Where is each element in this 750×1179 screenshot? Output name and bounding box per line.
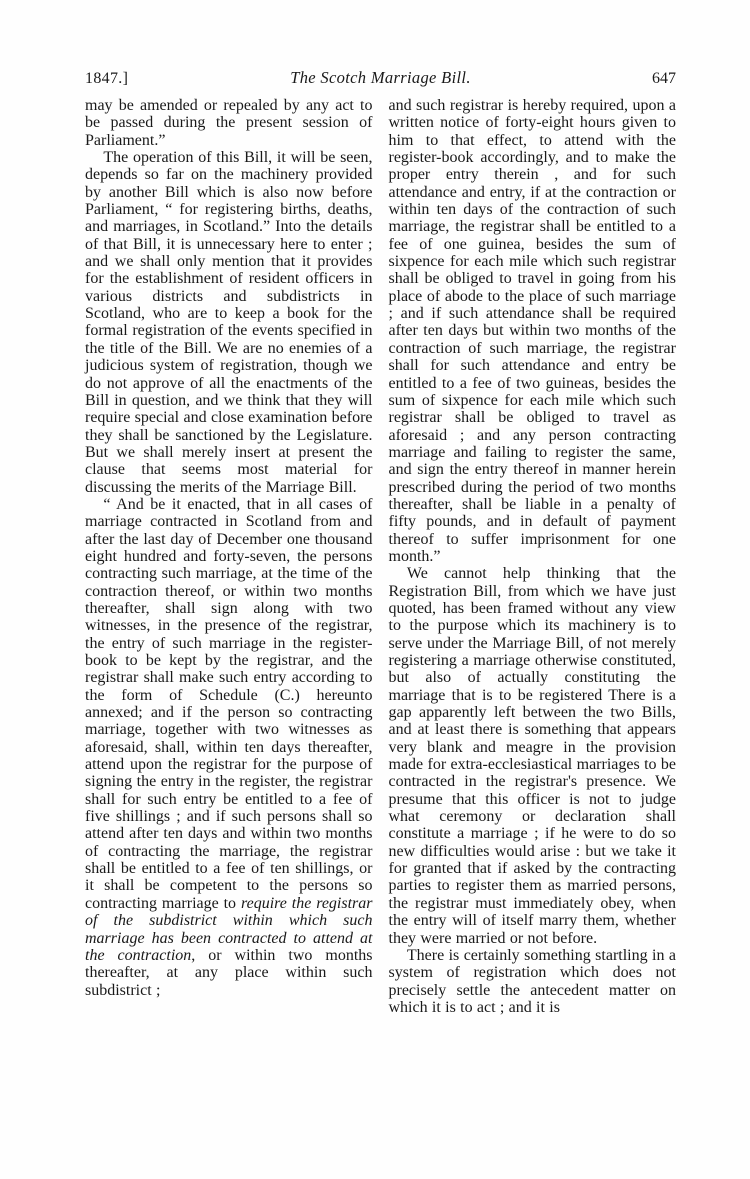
text-run: may be amended or repealed by any act to be passed during the present session of Parliament.” (85, 97, 373, 149)
text-columns (85, 97, 676, 1016)
paragraph (389, 97, 677, 565)
italic-text-run: require the registrar of the subdistrict within which such marriage has been contracted to attend at the contraction (85, 894, 373, 964)
text-run: “ And be it enacted, that in all cases of marriage contracted in Scotland from and after the last day of December one thousand eight hundred and forty-seven, the persons contracting such marriage, at the time of the contraction thereof, or within two months thereafter, shall sign along with two witnesses, in the presence of the registrar, the entry of such marriage in the register-book to be kept by the registrar, and the registrar shall make such entry according to the form of Schedule (C.) hereunto annexed; and if the person so contracting marriage, together with two witnesses as aforesaid, shall, within ten days thereafter, attend upon the registrar for the purpose of signing the entry in the register, the registrar shall for such entry be entitled to a fee of five shillings ; and if such persons shall so attend after ten days and within two months of contracting the marriage, the registrar shall be entitled to a fee of ten shillings, or it shall be competent to the persons so contracting marriage to (85, 495, 373, 912)
text-run: There is certainly something startling in a system of registration which does not precisely settle the antecedent matter on which it is to act ; and it is (388, 946, 676, 1016)
paragraph (85, 97, 373, 149)
left-column (85, 97, 373, 1016)
text-run: We cannot help thinking that the Registration Bill, from which we have just quoted, has been framed without any view to the purpose which its machinery is to serve under the Marriage Bill, of not merely registering a marriage otherwise constituted, but also of actually constituting the marriage that is to be registered There is a gap apparently left between the two Bills, and at least there is something that appears very blank and meagre in the provision made for extra-ecclesiastical marriages to be contracted in the registrar's presence. We presume that this officer is not to judge what ceremony or declaration shall constitute a marriage ; if he were to do so new difficulties would arise : but we take it for granted that if asked by the contracting parties to register them as married persons, the registrar must immediately obey, when the entry will of itself marry them, whether they were married or not before. (388, 565, 676, 947)
paragraph (85, 496, 373, 999)
text-run: , or within two months thereafter, at any place within such subdistrict ; (85, 946, 373, 999)
paragraph (389, 565, 677, 947)
page-number: 647 (652, 70, 676, 87)
page-header (85, 68, 676, 88)
text-run: The operation of this Bill, it will be seen, depends so far on the machinery provided by another Bill which is also now before Parliament, “ for registering births, deaths, and marriages, in Scotland.” Into the details of that Bill, it is unnecessary here to enter ; and we shall only mention that it provides for the establishment of resident officers in various districts and subdistricts in Scotland, who are to keep a book for the formal registration of the events specified in the title of the Bill. We are no enemies of a judicious system of registration, though we do not approve of all the enactments of the Bill in question, and we think that they will require special and close examination before they shall be sanctioned by the Legislature. But we shall merely insert at present the clause that seems most material for discussing the merits of the Marriage Bill. (85, 149, 373, 496)
page-title: The Scotch Marriage Bill. (290, 68, 471, 87)
right-column (389, 97, 677, 1016)
header-year: 1847.] (85, 70, 129, 87)
paragraph (85, 149, 373, 496)
text-run: and such registrar is hereby required, upon a written notice of forty-eight hours given to him to that effect, to attend with the register-book accordingly, and to make the proper entry therein , and for such attendance and entry, if at the contraction or within ten days of the contraction of such marriage, the registrar shall be entitled to a fee of one guinea, besides the sum of sixpence for each mile which such registrar shall be obliged to travel in going from his place of abode to the place of such marriage ; and if such attendance shall be required after ten days but within two months of the contraction of such marriage, the registrar shall for such attendance and entry be entitled to a fee of two guineas, besides the sum of sixpence for each mile which such registrar shall be obliged to travel as aforesaid ; and any person contracting marriage and failing to register the same, and sign the entry thereof in manner herein prescribed during the period of two months thereafter, shall be liable in a penalty of fifty pounds, and in default of payment thereof to suffer imprisonment for one month.” (388, 97, 676, 565)
paragraph (389, 947, 677, 1016)
